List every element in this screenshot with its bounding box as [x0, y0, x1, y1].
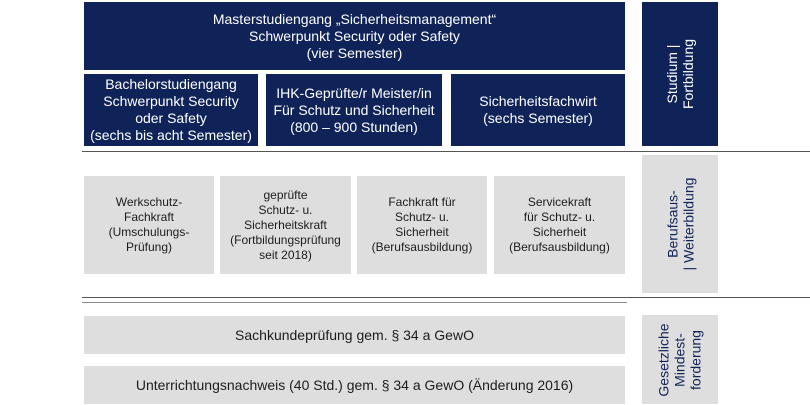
- tier-divider-2: [82, 297, 810, 298]
- schutz-sicherheitskraft-text: geprüfte Schutz- u. Sicherheitskraft (Fortbildungsprüfung seit 2018): [230, 187, 341, 262]
- tier-divider-1: [82, 151, 810, 152]
- schutz-sicherheitskraft-box: [220, 176, 351, 274]
- side-label-gesetzlich-text: Gesetzliche Mindest- forderung: [656, 322, 704, 397]
- side-label-studium-text: Studium | Fortbildung: [663, 38, 696, 110]
- sicherheitsfachwirt-box: [451, 74, 625, 146]
- ihk-meister-box: [266, 74, 442, 146]
- fachkraft-text: Fachkraft für Schutz- u. Sicherheit (Berufsausbildung): [371, 195, 473, 254]
- unterrichtung-text: Unterrichtungsnachweis (40 Std.) gem. § 34 a GewO (Änderung 2016): [135, 377, 574, 393]
- bachelor-program-box: [84, 74, 258, 146]
- unterrichtung-bar: [84, 366, 625, 404]
- sicherheitsfachwirt-text: Sicherheitsfachwirt (sechs Semester): [479, 93, 597, 126]
- master-program-box: [84, 2, 625, 70]
- servicekraft-text: Servicekraft für Schutz- u. Sicherheit (Berufsausbildung): [509, 195, 610, 254]
- side-label-ausbildung-text: Berufsaus- | Weiterbildung: [664, 177, 696, 271]
- sachkunde-bar: [84, 316, 625, 354]
- side-label-studium: [642, 2, 718, 146]
- side-label-gesetzlich: [642, 315, 718, 404]
- side-label-ausbildung: [642, 155, 718, 293]
- bachelor-program-text: Bachelorstudiengang Schwerpunkt Security oder Safety (sechs bis acht Semester): [90, 76, 252, 143]
- werkschutz-text: Werkschutz- Fachkraft (Umschulungs- Prüfung): [108, 195, 190, 254]
- master-duration: (vier Semester): [306, 44, 403, 61]
- sachkunde-text: Sachkundeprüfung gem. § 34 a GewO: [235, 327, 474, 343]
- master-focus: Schwerpunkt Security oder Safety: [249, 27, 460, 44]
- tier-divider-2-lower: [82, 302, 627, 303]
- ihk-meister-text: IHK-Geprüfte/r Meister/in Für Schutz und Sicherheit (800 – 900 Stunden): [273, 84, 435, 135]
- servicekraft-box: [494, 176, 625, 274]
- fachkraft-box: [357, 176, 487, 274]
- werkschutz-box: [84, 176, 214, 274]
- master-title: Masterstudiengang „Sicherheitsmanagement“: [212, 10, 497, 27]
